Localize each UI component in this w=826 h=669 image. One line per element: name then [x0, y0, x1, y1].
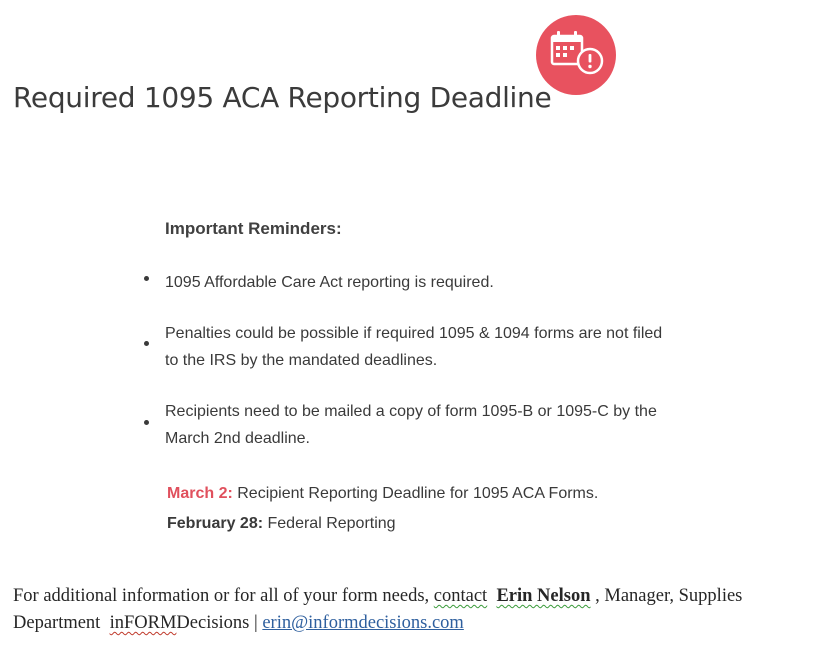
calendar-alert-icon [535, 15, 617, 95]
contact-word: contact [433, 586, 488, 606]
deadline-text: Recipient Reporting Deadline for 1095 ACA Forms. [237, 485, 599, 502]
bullet-icon [144, 420, 149, 425]
deadline-text: Federal Reporting [267, 515, 396, 532]
company-name-rest: Decisions [176, 613, 250, 633]
bullet-icon [144, 341, 149, 346]
deadline-date: March 2: [167, 485, 233, 502]
deadline-february [167, 515, 396, 533]
bullet-icon [144, 276, 149, 281]
deadline-date: February 28: [167, 515, 264, 532]
reminder-text: 1095 Affordable Care Act reporting is required. [165, 274, 494, 291]
reminder-text: Penalties could be possible if required 1095 & 1094 forms are not filed to the IRS by the mandated deadlines. [165, 325, 663, 369]
email-link[interactable]: erin@informdecisions.com [262, 613, 464, 633]
company-name: inFORM [109, 613, 177, 633]
deadline-march [167, 485, 598, 503]
separator: | [254, 613, 258, 633]
contact-role: , Manager, Supplies [595, 586, 743, 606]
footer-intro: For additional information or for all of your form needs, [13, 586, 430, 606]
contact-name: Erin Nelson [496, 586, 591, 606]
page-title: Required 1095 ACA Reporting Deadline [13, 80, 552, 114]
reminder-text: Recipients need to be mailed a copy of form 1095-B or 1095-C by the March 2nd deadline. [165, 403, 657, 447]
contact-footer [13, 583, 813, 637]
reminders-heading: Important Reminders: [165, 219, 342, 238]
department-label: Department [13, 613, 101, 633]
